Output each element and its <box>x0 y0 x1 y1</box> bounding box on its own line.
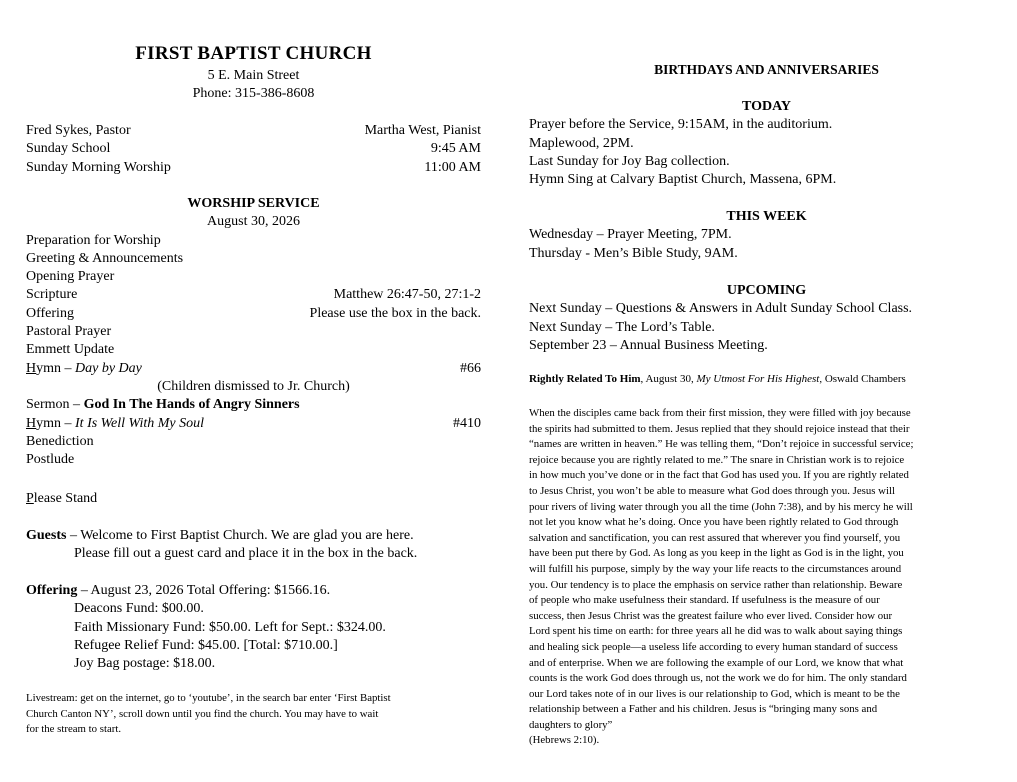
devotional-heading: Rightly Related To Him, August 30, My Utmost For His Highest, Oswald Chambers <box>529 373 906 385</box>
devotional-line: When the disciples came back from their first mission, they were filled with joy because <box>529 407 911 419</box>
devotional-line: rejoice because you are rightly related to me.” The snare in Christian work is to rejoice <box>529 453 905 466</box>
today-section <box>529 98 1004 189</box>
devotional-line: daughters to glory” <box>529 718 613 731</box>
event-line: Next Sunday – Questions & Answers in Adult Sunday School Class. <box>529 301 913 317</box>
event-line: Maplewood, 2PM. <box>529 135 634 151</box>
order-item-hymn: Hymn – It Is Well With My Soul #410 <box>26 415 481 431</box>
fund-line: Joy Bag postage: $18.00. <box>74 656 216 672</box>
guests-section: Guests – Welcome to First Baptist Church. We are glad you are here. Please fill out a guest card and place it in the box in the back. <box>26 528 418 562</box>
week-heading: THIS WEEK <box>726 209 807 224</box>
devotional-line: of people who make usefulness their standard. If usefulness is the measure of our <box>529 594 880 607</box>
church-address: 5 E. Main Street <box>207 68 300 83</box>
devotional-line: to Jesus Christ, you won’t be able to measure what God does through you. Jesus will <box>529 484 895 497</box>
church-phone: Phone: 315-386-8608 <box>192 86 315 102</box>
order-item-hymn: Hymn – Day by Day #66 <box>26 360 481 376</box>
devotional-line: will fulfill his purpose, simply by the way your life reacts to the circumstances around <box>529 562 902 575</box>
upcoming-section <box>529 282 1004 355</box>
devotional-line: relationship between a Father and his children. Jesus is “bringing many sons and <box>529 703 878 716</box>
devotional-line: salvation and sanctification, you can rest assured that wherever you find yourself, you <box>529 531 901 544</box>
birthdays-heading: BIRTHDAYS AND ANNIVERSARIES <box>654 62 879 77</box>
devotional-line: Lord spent his time on earth: for three years all he did was to walk about saying things <box>529 625 903 638</box>
order-item: Emmett Update <box>26 342 115 358</box>
event-line: Prayer before the Service, 9:15AM, in the auditorium. <box>529 117 833 133</box>
devotional-line: our Lord takes note of in our lives is our relationship to God, which is meant to be the <box>529 687 900 700</box>
devotional-line: (Hebrews 2:10). <box>529 734 600 747</box>
staff-list <box>26 122 481 177</box>
order-item: Pastoral Prayer <box>26 324 112 340</box>
order-item: Opening Prayer <box>26 269 115 285</box>
church-name: FIRST BAPTIST CHURCH <box>135 43 372 64</box>
today-heading: TODAY <box>741 99 792 114</box>
fund-line: Faith Missionary Fund: $50.00. Left for Sept.: $324.00. <box>74 619 386 635</box>
event-line: Last Sunday for Joy Bag collection. <box>529 153 730 169</box>
event-line: Thursday - Men’s Bible Study, 9AM. <box>529 245 738 261</box>
children-note: (Children dismissed to Jr. Church) <box>157 378 350 394</box>
devotional-line: the spirits had submitted to them. Jesus replied that they should rejoice instead that their <box>529 422 910 435</box>
staff-row: Fred Sykes, Pastor Martha West, Pianist <box>26 123 481 138</box>
order-item-offering: Offering Please use the box in the back. <box>26 305 481 321</box>
order-item: Greeting & Announcements <box>26 250 184 266</box>
order-item: Preparation for Worship <box>26 232 161 248</box>
order-item-scripture: Scripture Matthew 26:47-50, 27:1-2 <box>26 287 481 303</box>
worship-order <box>26 195 481 469</box>
fund-line: Deacons Fund: $00.00. <box>74 601 204 617</box>
devotional-line: and of enterprise. When we are following the example of our Lord, we know that what <box>529 656 904 669</box>
devotional-line: success, then Jesus Christ was the greatest failure who ever lived. Consider how our <box>529 609 893 622</box>
event-line: Hymn Sing at Calvary Baptist Church, Massena, 6PM. <box>529 172 837 188</box>
devotional-text <box>529 406 1009 749</box>
devotional-line: and healing sick people—a useless life according to every human standard of success <box>529 640 898 653</box>
devotional-line: “names are written in heaven.” He was telling them, “Don’t rejoice in successful service; <box>529 438 914 451</box>
order-item: Postlude <box>26 452 75 468</box>
order-item: Benediction <box>26 433 94 449</box>
fund-line: Refugee Relief Fund: $45.00. [Total: $710.00.] <box>74 637 338 653</box>
event-line: Wednesday – Prayer Meeting, 7PM. <box>529 227 732 243</box>
devotional-line: counts is the work God does through us, not the work we do for him. The only standard <box>529 672 907 685</box>
event-line: Next Sunday – The Lord’s Table. <box>529 319 715 335</box>
devotional-line: you. Our tendency is to place the emphasis on service rather than relationship. Beware <box>529 578 903 591</box>
devotional-line: in how much you’ve done or in the fact that God has used you. If you are rightly related <box>529 469 909 482</box>
worship-heading: WORSHIP SERVICE <box>187 196 320 211</box>
devotional-line: have been put there by God. As long as you keep in the light as God is in the light, you <box>529 547 904 560</box>
devotional-line: pour rivers of living water through you all the time (John 7:38), and by his mercy he will <box>529 500 913 513</box>
offering-section: Offering – August 23, 2026 Total Offering: $1566.16. Deacons Fund: $00.00. Faith Missionary Fund: $50.00. Left for Sept.: $324.00. Refugee Relief Fund: $45.00. [Total: $710.00.] Joy Bag postage: $18.00. <box>26 582 481 673</box>
upcoming-heading: UPCOMING <box>726 283 807 298</box>
order-item-sermon: Sermon – God In The Hands of Angry Sinners <box>26 397 300 413</box>
worship-date: August 30, 2026 <box>207 214 300 230</box>
staff-row: Sunday Morning Worship 11:00 AM <box>26 159 481 175</box>
event-line: September 23 – Annual Business Meeting. <box>529 337 768 353</box>
staff-row: Sunday School 9:45 AM <box>26 141 481 157</box>
please-stand-note: Please Stand <box>26 491 98 506</box>
week-section <box>529 208 1004 263</box>
devotional-line: not let you know what he’s doing. Once you have been rightly related to God through <box>529 516 899 529</box>
livestream-note: Livestream: get on the internet, go to ‘youtube’, in the search bar enter ‘First Baptist Church Canton NY’, scroll down until you find the church. You may have to wait for the stream to start. <box>26 692 391 736</box>
